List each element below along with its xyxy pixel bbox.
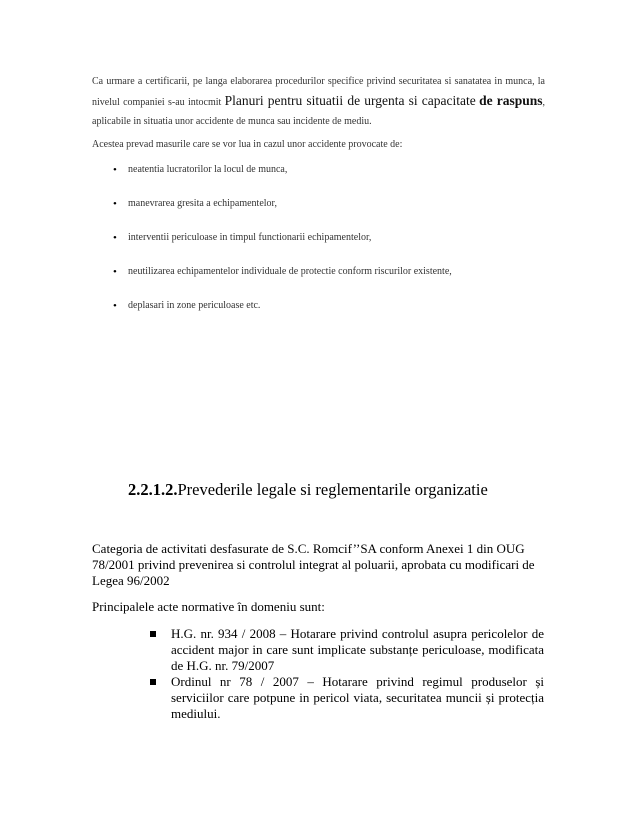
list-item [92,164,545,176]
list-item-text: Ordinul nr 78 / 2007 – Hotarare privind regimul produselor și serviciilor care potpune in pericol viata, securitatea muncii și protecția mediului. [171,674,544,721]
list-item-text: neatentia lucratorilor la locul de munca, [128,164,288,175]
bullet-icon: • [113,232,117,244]
acts-list [92,626,544,722]
causes-list [92,164,545,334]
intro-text: Ca urmare a certificarii, pe langa elaborarea procedurilor specifice privind securitatea si sanatatea in munca, la nivelul companiei s-au intocmit [92,76,545,108]
measures-paragraph: Acestea prevad masurile care se vor lua in cazul unor accidente provocate de: [92,139,403,150]
list-item [92,626,544,674]
list-item-text: deplasari in zone periculoase etc. [128,300,261,311]
bullet-icon: • [113,266,117,278]
section-heading [128,480,488,500]
list-item [92,198,545,210]
list-item [92,300,545,312]
square-bullet-icon [150,631,156,637]
list-item-text: H.G. nr. 934 / 2008 – Hotarare privind controlul asupra pericolelor de accident major in care sunt implicate substanțe periculoase, modificata de H.G. nr. 79/2007 [171,626,544,673]
section-title: Prevederile legale si reglementarile organizatie [177,480,488,499]
list-item [92,232,545,244]
list-item-text: neutilizarea echipamentelor individuale de protectie conform riscurilor existente, [128,266,452,277]
list-item-text: interventii periculoase in timpul functionarii echipamentelor, [128,232,372,243]
list-item [92,674,544,722]
intro-paragraph [92,72,545,131]
section-number: 2.2.1.2. [128,480,178,499]
category-paragraph: Categoria de activitati desfasurate de S.C. Romcif’’SA conform Anexei 1 din OUG 78/2001 privind prevenirea si controlul integrat al poluarii, aprobata cu modificari de Legea 96/2002 [92,541,535,588]
list-item-text: manevrarea gresita a echipamentelor, [128,198,277,209]
plans-title-bold: de raspuns [479,93,543,108]
list-item [92,266,545,278]
intro-text-end: , aplicabile in situatia unor accidente de munca sau incidente de mediu. [92,97,546,127]
bullet-icon: • [113,164,117,176]
bullet-icon: • [113,300,117,312]
bullet-icon: • [113,198,117,210]
square-bullet-icon [150,679,156,685]
plans-title: Planuri pentru situatii de urgenta si capacitate [224,93,476,108]
acts-intro: Principalele acte normative în domeniu sunt: [92,599,325,614]
